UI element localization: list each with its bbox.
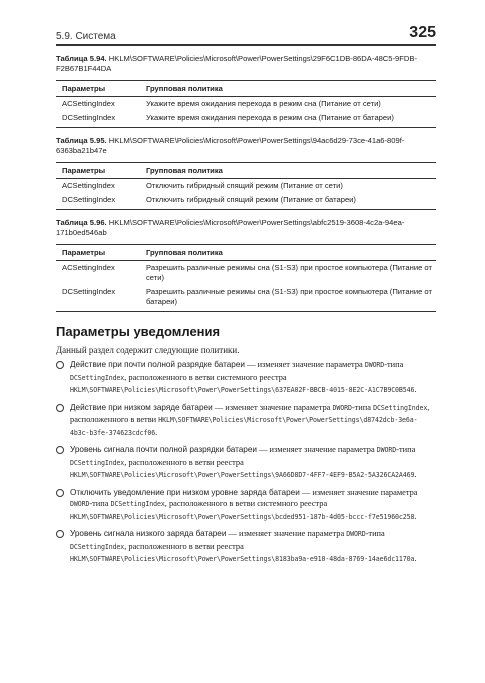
column-header-group-policy: Групповая политика [140,163,436,179]
column-header-group-policy: Групповая политика [140,245,436,261]
policy-title: Отключить уведомление при низком уровне заряда батареи [70,487,300,497]
list-item [56,402,436,440]
column-header-parameters: Параметры [56,163,140,179]
book-page [56,24,436,571]
policy-text: — изменяет значение параметра [212,402,333,412]
table-row [56,261,436,286]
policy-type: DWORD [346,530,366,538]
circle-bullet-icon [56,446,64,454]
policy-title: Уровень сигнала почти полной разрядки батареи [70,445,257,454]
policy-type: DWORD [364,361,385,369]
policy-text: — изменяет значение параметра [299,487,418,497]
policy-text: , расположенного в ветви реестра [124,541,244,551]
table-row [56,179,436,194]
table-number: Таблица 5.94. [56,54,107,63]
policy-type: DWORD [332,403,352,412]
table-row [56,97,436,112]
column-header-parameters: Параметры [56,81,140,97]
section-heading: Параметры уведомления [56,324,221,339]
policy-text: . [414,511,417,521]
table-number: Таблица 5.96. [56,218,107,227]
policy-table [56,80,436,128]
page-number: 325 [409,24,436,41]
policy-type: DWORD [70,500,90,508]
policy-registry-path: HKLM\SOFTWARE\Policies\Microsoft\Power\PowerSettings\bcded951-187b-4d05-bccc-f7e51960c258 [70,512,415,521]
table-cell-policy: Отключить гибридный спящий режим (Питание от сети) [146,181,343,190]
policy-text: . [414,554,417,563]
table-cell-policy: Разрешить различные режимы сна (S1-S3) при простое компьютера (Питание от батареи) [140,285,436,312]
policy-title: Уровень сигнала низкого заряда батареи [70,529,227,538]
policy-text: -типа [89,499,111,508]
policy-param: DCSettingIndex [70,373,125,382]
policy-registry-path: HKLM\SOFTWARE\Policies\Microsoft\Power\PowerSettings\637EA02F-BBCB-4015-8E2C-A1C7B9C0B546 [70,386,415,394]
policy-text: , расположенного в ветви системного реестра [124,372,287,382]
policy-text: -типа [365,529,385,538]
policy-registry-path: HKLM\SOFTWARE\Policies\Microsoft\Power\PowerSettings\d8742dcb-3e6a-4b3c-b3fe-374623cdcf06 [70,416,418,437]
policy-list [56,359,436,566]
table-cell-policy: Отключить гибридный спящий режим (Питание от батареи) [140,193,436,210]
table-cell-parameter: DCSettingIndex [56,111,140,128]
table-cell-parameter: DCSettingIndex [56,285,140,312]
running-head-section: 5.9. Система [56,31,116,42]
table-number: Таблица 5.95. [56,136,107,145]
circle-bullet-icon [56,489,64,497]
section-intro: Данный раздел содержит следующие политики. [56,345,240,355]
table-cell-parameter: DCSettingIndex [56,193,140,210]
table-cell-parameter: ACSettingIndex [62,181,115,190]
table-caption [56,54,436,74]
table-header-row [56,163,436,179]
table-cell-parameter: ACSettingIndex [62,99,115,108]
policy-table [56,244,436,312]
table-cell-policy: Разрешить различные режимы сна (S1-S3) при простое компьютера (Питание от сети) [146,263,432,282]
policy-param: DCSettingIndex [70,458,125,467]
table-caption [56,218,436,238]
table-block-5-94 [56,54,436,128]
table-path: HKLM\SOFTWARE\Policies\Microsoft\Power\PowerSettings\94ac6d29-73ce-41a6-809f-6363ba21b47e [56,136,405,155]
policy-text: — изменяет значение параметра [226,529,347,538]
running-head [56,24,436,46]
table-row [56,111,436,128]
column-header-group-policy: Групповая политика [140,81,436,97]
policy-text: . [155,427,158,437]
policy-registry-path: HKLM\SOFTWARE\Policies\Microsoft\Power\PowerSettings\8183ba9a-e910-48da-8769-14ae6dc1170a [70,555,415,563]
list-item [56,444,436,482]
list-item [56,487,436,524]
policy-text: -типа [351,402,374,412]
policy-title: Действие при почти полной разрядке батареи [70,360,245,369]
policy-table [56,162,436,210]
policy-registry-path: HKLM\SOFTWARE\Policies\Microsoft\Power\PowerSettings\9A66D8D7-4FF7-4EF9-B5A2-5A326CA2A469 [70,471,415,479]
policy-type: DWORD [376,446,397,454]
table-path: HKLM\SOFTWARE\Policies\Microsoft\Power\PowerSettings\abfc2519-3608-4c2a-94ea-171b0ed546ab [56,218,405,237]
policy-text: -типа [384,360,404,369]
policy-text: , расположенного в ветви [70,402,430,424]
policy-text: . [414,470,417,479]
table-header-row [56,245,436,261]
column-header-parameters: Параметры [56,245,140,261]
policy-param: DCSettingIndex [70,542,125,551]
list-item [56,359,436,397]
circle-bullet-icon [56,530,64,538]
table-cell-parameter: ACSettingIndex [62,263,115,272]
table-row [56,193,436,210]
policy-param: DCSettingIndex [110,500,165,508]
policy-text: — изменяет значение параметра [256,445,377,454]
policy-param: DCSettingIndex [373,403,428,412]
policy-title: Действие при низком заряде батареи [70,402,213,412]
table-block-5-95 [56,136,436,210]
table-cell-policy: Укажите время ожидания перехода в режим сна (Питание от батареи) [140,111,436,128]
circle-bullet-icon [56,361,64,369]
circle-bullet-icon [56,404,64,412]
policy-text: -типа [396,445,416,454]
policy-text: , расположенного в ветви системного реестра [164,499,328,508]
table-cell-policy: Укажите время ожидания перехода в режим сна (Питание от сети) [146,99,381,108]
policy-text: , расположенного в ветви реестра [124,457,244,467]
policy-text: — изменяет значение параметра [245,360,365,369]
table-header-row [56,81,436,97]
policy-text: . [414,385,417,394]
list-item [56,528,436,566]
table-row [56,285,436,312]
table-path: HKLM\SOFTWARE\Policies\Microsoft\Power\PowerSettings\29F6C1DB-86DA-48C5-9FDB-F2B67B1F44DA [56,54,417,73]
table-caption [56,136,436,156]
table-block-5-96 [56,218,436,312]
